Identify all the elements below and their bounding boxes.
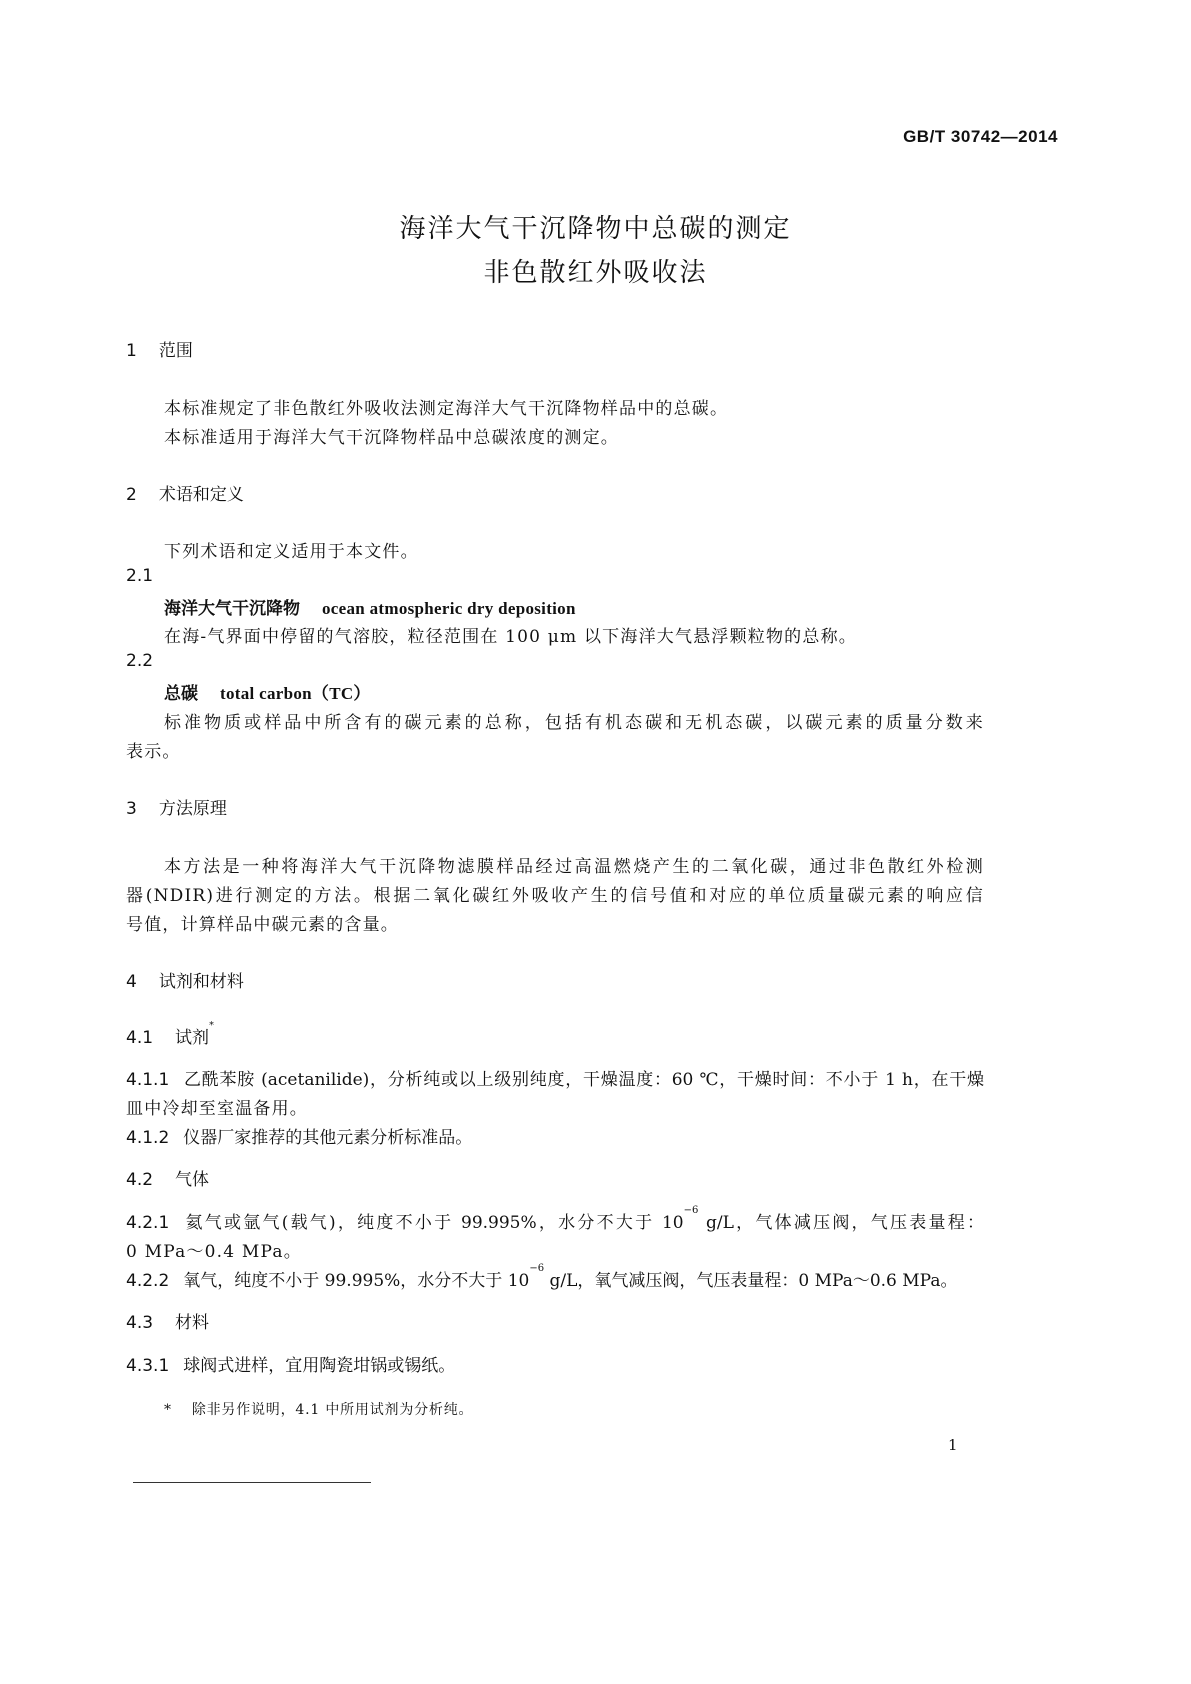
term-definition-cont: 表示。: [126, 742, 181, 762]
item-4-2-1: [126, 1205, 984, 1233]
item-4-3-1: [126, 1351, 455, 1376]
term-number: 2.2: [126, 651, 154, 671]
item-4-1-2: [126, 1123, 472, 1148]
item-text: 仪器厂家推荐的其他元素分析标准品。: [183, 1128, 473, 1148]
page-number: 1: [948, 1436, 958, 1454]
subsection-4-2-heading: [126, 1165, 209, 1190]
item-text-cont: 0 MPa～0.4 MPa。: [126, 1242, 302, 1262]
subsection-number: 4.2: [126, 1170, 154, 1190]
item-number: 4.3.1: [126, 1356, 170, 1376]
term-2-2: [164, 679, 371, 704]
term-en: total carbon（TC）: [220, 684, 371, 703]
section-number: 4: [126, 972, 137, 992]
footnote: [164, 1399, 473, 1419]
standard-number: GB/T 30742—2014: [903, 127, 1058, 146]
paragraph: 本标准规定了非色散红外吸收法测定海洋大气干沉降物样品中的总碳。: [164, 399, 729, 419]
subsection-title: 气体: [175, 1170, 210, 1190]
paragraph: 下列术语和定义适用于本文件。: [164, 542, 419, 562]
item-text: 乙酰苯胺 (acetanilide)，分析纯或以上级别纯度，干燥温度：60 ℃，干燥时间：不小于 1 h，在干燥: [183, 1070, 984, 1090]
item-4-1-1: [126, 1065, 984, 1090]
section-title: 试剂和材料: [158, 972, 244, 992]
item-number: 4.1.2: [126, 1128, 170, 1148]
section-2-heading: [126, 480, 244, 505]
term-definition: 在海-气界面中停留的气溶胶，粒径范围在 100 μm 以下海洋大气悬浮颗粒物的总称。: [164, 627, 857, 647]
paragraph: 号值，计算样品中碳元素的含量。: [126, 915, 399, 935]
term-definition: 标准物质或样品中所含有的碳元素的总称，包括有机态碳和无机态碳，以碳元素的质量分数来: [164, 713, 984, 733]
item-text: 氧气，纯度不小于 99.995%，水分不大于 $10^{-6}$ g/L，氧气减压阀，气压表量程：0 MPa～0.6 MPa。: [183, 1263, 958, 1291]
item-number: 4.2.1: [126, 1213, 170, 1233]
paragraph: 本方法是一种将海洋大气干沉降物滤膜样品经过高温燃烧产生的二氧化碳，通过非色散红外检测: [164, 857, 984, 877]
subsection-title: 材料: [175, 1313, 210, 1333]
subsection-number: 4.3: [126, 1313, 154, 1333]
term-zh: 总碳: [164, 684, 198, 704]
subsection-4-1-heading: [126, 1020, 215, 1048]
term-number: 2.1: [126, 566, 154, 586]
item-text: 球阀式进样，宜用陶瓷坩锅或锡纸。: [183, 1356, 456, 1376]
item-text-cont: 皿中冷却至室温备用。: [126, 1099, 308, 1119]
section-title: 范围: [158, 341, 193, 361]
section-3-heading: [126, 794, 227, 819]
section-title: 术语和定义: [158, 485, 244, 505]
term-en: ocean atmospheric dry deposition: [322, 599, 576, 618]
item-number: 4.1.1: [126, 1070, 170, 1090]
section-title: 方法原理: [158, 799, 227, 819]
document-subtitle: 非色散红外吸收法: [483, 258, 708, 288]
term-zh: 海洋大气干沉降物: [164, 599, 300, 619]
term-2-1: [164, 594, 576, 619]
subsection-number: 4.1: [126, 1028, 154, 1048]
item-text: 氦气或氩气(载气)，纯度不小于 99.995%，水分不大于 $10^{-6}$ g/L，气体减压阀，气压表量程：: [183, 1205, 984, 1233]
footnote-marker: *: [209, 1020, 215, 1031]
subsection-4-3-heading: [126, 1308, 209, 1333]
footnote-divider: [133, 1482, 371, 1483]
item-number: 4.2.2: [126, 1271, 170, 1291]
section-number: 2: [126, 485, 137, 505]
section-1-heading: [126, 336, 193, 361]
footnote-text: 除非另作说明，4.1 中所用试剂为分析纯。: [191, 1402, 474, 1418]
footnote-mark: *: [164, 1402, 172, 1418]
paragraph: 器(NDIR)进行测定的方法。根据二氧化碳红外吸收产生的信号值和对应的单位质量碳元素的响应信: [126, 886, 984, 906]
section-4-heading: [126, 967, 244, 992]
paragraph: 本标准适用于海洋大气干沉降物样品中总碳浓度的测定。: [164, 428, 619, 448]
document-title: 海洋大气干沉降物中总碳的测定: [399, 214, 792, 244]
item-4-2-2: [126, 1263, 958, 1291]
section-number: 1: [126, 341, 137, 361]
section-number: 3: [126, 799, 137, 819]
subsection-title: 试剂: [175, 1028, 210, 1048]
